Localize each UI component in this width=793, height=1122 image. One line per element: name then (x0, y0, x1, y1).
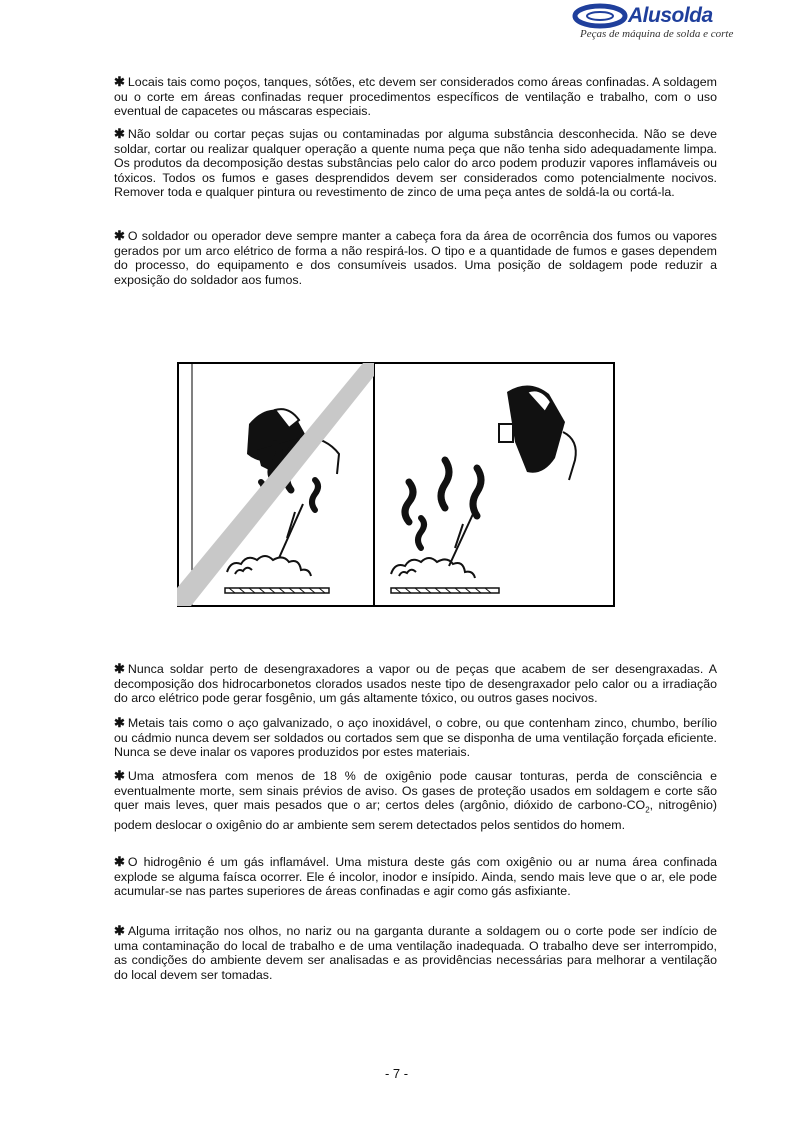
paragraph (114, 924, 717, 982)
bullet-star-icon: ✱ (114, 923, 125, 938)
bullet-star-icon: ✱ (114, 715, 125, 730)
paragraph-text: Não soldar ou cortar peças sujas ou contaminadas por alguma substância desconhecida. Não se deve soldar, cortar ou realizar qualquer operação a quente numa peça que não tenha sido adequadamente limpa. Os produtos da decomposição destas substâncias pelo calor do arco podem produzir vapores inflamáveis ou tóxicos. Todos os fumos e gases desprendidos devem ser considerados como potencialmente nocivos. Remover toda e qualquer pintura ou revestimento de zinco de uma peça antes de soldá-la ou cortá-la. (114, 127, 717, 200)
bullet-star-icon: ✱ (114, 126, 125, 141)
paragraph-text: Uma atmosfera com menos de 18 % de oxigênio pode causar tonturas, perda de consciência e eventualmente morte, sem sinais prévios de aviso. Os gases de proteção usados em soldagem e corte são quer mais leves, quer mais pesados que o ar; certos deles (argônio, dióxido de carbono-CO (114, 769, 717, 813)
bullet-star-icon: ✱ (114, 854, 125, 869)
paragraph (114, 229, 717, 287)
brand-tagline: Peças de máquina de solda e corte (580, 28, 734, 40)
paragraph (114, 769, 717, 833)
paragraph-text: Locais tais como poços, tanques, sótões, etc devem ser considerados como áreas confinadas. A soldagem ou o corte em áreas confinadas requer procedimentos específicos de ventilação e trabalho, com o uso eventual de capacetes ou máscaras especiais. (114, 75, 717, 119)
page-number: - 7 - (384, 1066, 409, 1081)
subscript: 2 (645, 805, 650, 815)
logo-swoosh-icon (572, 2, 632, 30)
bullet-star-icon: ✱ (114, 768, 125, 783)
paragraph (114, 75, 717, 119)
welding-fumes-figure (177, 362, 615, 607)
bullet-star-icon: ✱ (114, 661, 125, 676)
paragraph (114, 716, 717, 760)
paragraph-text: O soldador ou operador deve sempre manter a cabeça fora da área de ocorrência dos fumos ou vapores gerados por um arco elétrico de forma a não respirá-los. O tipo e a quantidade de fumos e gases dependem do processo, do equipamento e dos consumíveis usados. Uma posição de soldagem pode reduzir a exposição do soldador aos fumos. (114, 229, 717, 287)
paragraph-text: Metais tais como o aço galvanizado, o aço inoxidável, o cobre, ou que contenham zinco, chumbo, berílio ou cádmio nunca devem ser soldados ou cortados sem que se disponha de uma ventilação forçada eficiente. Nunca se deve inalar os vapores produzidos por estes materiais. (114, 716, 717, 760)
brand-name: Alusolda (628, 4, 713, 27)
paragraph (114, 855, 717, 899)
paragraph-text: Alguma irritação nos olhos, no nariz ou na garganta durante a soldagem ou o corte pode ser indício de uma contaminação do local de trabalho e de uma ventilação inadequada. O trabalho deve ser interrompido, as condições do ambiente devem ser analisadas e as providências necessárias para melhorar a ventilação do local devem ser tomadas. (114, 924, 717, 982)
brand-logo (572, 2, 740, 46)
bullet-star-icon: ✱ (114, 228, 125, 243)
paragraph-text: O hidrogênio é um gás inflamável. Uma mistura deste gás com oxigênio ou ar numa área confinada explode se alguma faísca ocorrer. Ele é incolor, inodor e insípido. Ainda, sendo mais leve que o ar, ele pode acumular-se nas partes superiores de áreas confinadas e agir como gás asfixiante. (114, 855, 717, 899)
paragraph (114, 662, 717, 706)
paragraph-text: , nitrogênio) podem deslocar o oxigênio do ar ambiente sem serem detectados pelos sentidos do homem. (114, 798, 718, 833)
bullet-star-icon: ✱ (114, 74, 125, 89)
paragraph-text: Nunca soldar perto de desengraxadores a vapor ou de peças que acabem de ser desengraxadas. A decomposição dos hidrocarbonetos clorados usados neste tipo de desengraxador pelo calor ou a irradiação do arco elétrico pode gerar fosgênio, um gás altamente tóxico, ou outros gases nocivos. (114, 662, 717, 706)
paragraph (114, 127, 717, 200)
